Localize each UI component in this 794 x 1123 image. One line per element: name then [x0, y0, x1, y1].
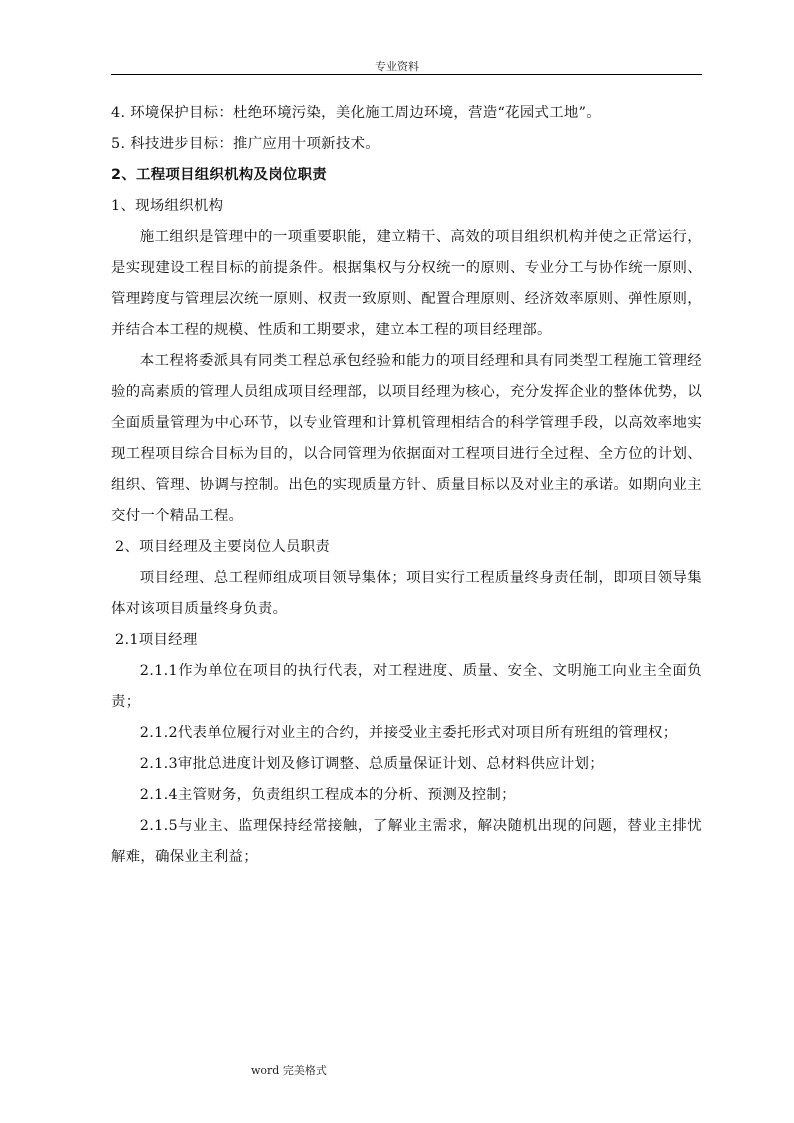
subheading-manager-duties: 2、项目经理及主要岗位人员职责 [115, 539, 331, 555]
duty-2-1-1: 2.1.1作为单位在项目的执行代表，对工程进度、质量、安全、文明施工向业主全面负责； [111, 663, 702, 710]
subheading-project-manager: 2.1项目经理 [115, 632, 198, 648]
section-heading-organization: 2、工程项目组织机构及岗位职责 [111, 167, 327, 183]
duty-2-1-3: 2.1.3审批总进度计划及修订调整、总质量保证计划、总材料供应计划； [139, 756, 604, 772]
page-header: 专业资料 [375, 60, 419, 73]
subheading-site-organization: 1、现场组织机构 [111, 198, 224, 214]
paragraph-project-management: 本工程将委派具有同类工程总承包经验和能力的项目经理和具有同类型工程施工管理经验的高素质的管理人员组成项目经理部，以项目经理为核心，充分发挥企业的整体优势，以全面质量管理为中心环节，以专业管理和计算机管理相结合的科学管理手段，以高效率地实现工程项目综合目标为目的，以合同管理为依据面对工程项目进行全过程、全方位的计划、组织、管理、协调与控制。出色的实现质量方针、质量目标以及对业主的承诺。如期向业主交付一个精品工程。 [111, 353, 702, 524]
duty-2-1-5: 2.1.5与业主、监理保持经常接触，了解业主需求，解决随机出现的问题，替业主排忧解难，确保业主利益； [111, 818, 702, 865]
document-body [111, 98, 702, 873]
goal-environment: 4. 环境保护目标：杜绝环境污染，美化施工周边环境，营造“花园式工地”。 [111, 105, 601, 121]
paragraph-organization-principles: 施工组织是管理中的一项重要职能，建立精干、高效的项目组织机构并使之正常运行，是实现建设工程目标的前提条件。根据集权与分权统一的原则、专业分工与协作统一原则、管理跨度与管理层次统一原则、权责一致原则、配置合理原则、经济效率原则、弹性原则，并结合本工程的规模、性质和工期要求，建立本工程的项目经理部。 [111, 229, 702, 338]
duty-2-1-2: 2.1.2代表单位履行对业主的合约，并接受业主委托形式对项目所有班组的管理权； [139, 725, 678, 741]
header-divider [111, 74, 702, 75]
goal-technology: 5. 科技进步目标：推广应用十项新技术。 [111, 136, 380, 152]
page-footer: word 完美格式 [251, 1064, 327, 1077]
paragraph-leadership: 项目经理、总工程师组成项目领导集体；项目实行工程质量终身责任制，即项目领导集体对该项目质量终身负责。 [111, 570, 702, 617]
duty-2-1-4: 2.1.4主管财务，负责组织工程成本的分析、预测及控制； [139, 787, 516, 803]
